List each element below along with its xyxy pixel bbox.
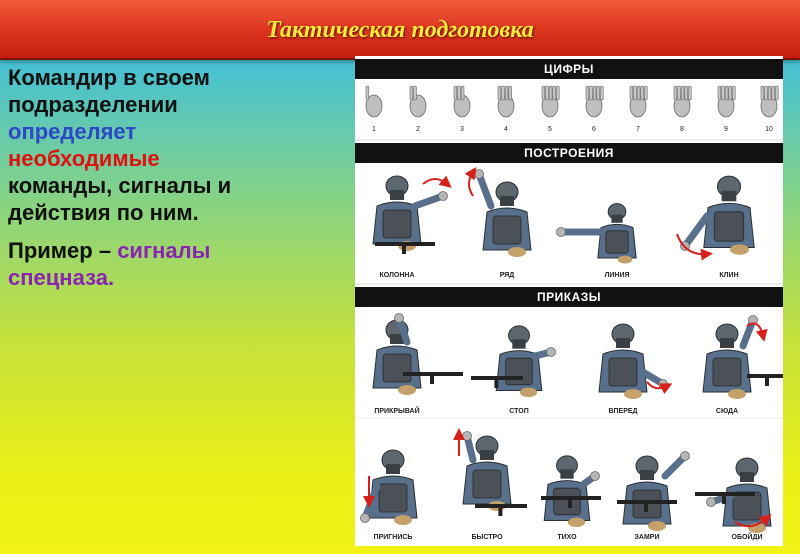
digits-label: 5 [548, 126, 552, 133]
finger-icon [634, 86, 637, 100]
liniya-face-icon [611, 215, 622, 223]
prignis-vest-icon [379, 484, 407, 512]
finger-icon [586, 86, 589, 100]
ryad-arm-icon [479, 174, 491, 206]
tikho-rifle-icon [541, 496, 601, 500]
vpered-vest-icon [609, 358, 637, 386]
vpered-pouch-icon [624, 389, 642, 399]
finger-icon [509, 86, 512, 100]
hand-signals-infographic [355, 56, 783, 546]
kolonna-rifle-mag-icon [402, 246, 406, 254]
klin-arm-icon [685, 216, 707, 246]
oboydi-rifle-icon [695, 492, 755, 496]
formations-label: ЛИНИЯ [604, 272, 630, 279]
finger-icon [644, 86, 647, 100]
tikho-pouch-icon [568, 518, 585, 528]
orders_row1-label: СТОП [509, 408, 529, 415]
stop-pouch-icon [520, 388, 537, 398]
finger-icon [553, 86, 556, 100]
bystro-vest-icon [473, 470, 501, 498]
oboydi-rifle-mag-icon [722, 496, 726, 504]
highlight-red: необходимые [8, 146, 160, 171]
formations-label: КЛИН [719, 272, 739, 279]
prikryvay-pouch-icon [398, 385, 416, 395]
bystro-rifle-icon [475, 504, 527, 508]
kolonna-vest-icon [383, 210, 411, 238]
section-header-orders: ПРИКАЗЫ [355, 287, 783, 307]
finger-icon [775, 86, 778, 100]
section-header-digits: ЦИФРЫ [355, 59, 783, 79]
stop-face-icon [512, 339, 525, 349]
tikho-face-icon [560, 469, 573, 479]
zamri-rifle-icon [617, 500, 677, 504]
bystro-glove-icon [463, 432, 472, 441]
prikryvay-vest-icon [383, 354, 411, 382]
slide-title: Тактическая подготовка [266, 17, 534, 43]
prignis-face-icon [386, 464, 400, 474]
digits-label: 3 [460, 126, 464, 133]
tikho-glove-icon [591, 472, 600, 481]
oboydi-vest-icon [733, 492, 761, 520]
digits-label: 10 [765, 126, 773, 133]
finger-icon [590, 86, 593, 100]
zamri-pouch-icon [648, 521, 666, 531]
finger-icon [768, 86, 771, 100]
section-header-formations: ПОСТРОЕНИЯ [355, 143, 783, 163]
zamri-rifle-mag-icon [644, 504, 648, 512]
syuda-rifle-mag-icon [765, 378, 769, 386]
prikryvay-rifle-mag-icon [430, 376, 434, 384]
text-line: Командир в своем [8, 65, 210, 90]
zamri-face-icon [640, 470, 654, 480]
paragraph-2 [8, 237, 338, 291]
finger-icon [725, 86, 728, 100]
finger-icon [502, 86, 505, 100]
formations-label: КОЛОННА [379, 272, 415, 279]
finger-icon [674, 86, 677, 100]
tikho-vest-icon [554, 488, 581, 515]
stop-glove-icon [547, 348, 556, 357]
finger-icon [761, 86, 764, 100]
kolonna-arrow-icon [423, 179, 447, 184]
stop-vest-icon [506, 358, 533, 385]
zamri-glove-icon [681, 452, 690, 461]
finger-icon [597, 86, 600, 100]
liniya-glove-icon [557, 228, 566, 237]
syuda-rifle-icon [747, 374, 783, 378]
oboydi-glove-icon [707, 498, 716, 507]
text-line: команды, сигналы и [8, 173, 232, 198]
digits-label: 1 [372, 126, 376, 133]
finger-icon [461, 86, 464, 100]
highlight-purple: спецназа. [8, 265, 115, 290]
digits-label: 2 [416, 126, 420, 133]
finger-icon [718, 86, 721, 100]
tikho-rifle-mag-icon [568, 500, 572, 508]
finger-icon [410, 86, 413, 100]
orders_row1-label: ПРИКРЫВАЙ [374, 408, 420, 415]
finger-icon [600, 86, 603, 100]
finger-icon [729, 86, 732, 100]
ryad-vest-icon [493, 216, 521, 244]
finger-icon [772, 86, 775, 100]
finger-icon [542, 86, 545, 100]
paragraph-1 [8, 64, 338, 226]
klin-face-icon [722, 191, 737, 202]
formations-label: РЯД [499, 272, 515, 279]
ryad-pouch-icon [508, 247, 526, 257]
klin-pouch-icon [730, 244, 749, 255]
liniya-pouch-icon [618, 256, 632, 264]
ryad-face-icon [500, 196, 514, 206]
finger-icon [556, 86, 559, 100]
finger-icon [637, 86, 640, 100]
syuda-face-icon [720, 338, 734, 348]
orders_row2-label: ПРИГНИСЬ [373, 534, 413, 541]
finger-icon [765, 86, 768, 100]
finger-icon [685, 86, 688, 100]
ryad-arrow-icon [469, 172, 473, 196]
finger-icon [458, 86, 461, 100]
bystro-rifle-mag-icon [498, 508, 502, 516]
finger-icon [454, 86, 457, 100]
ryad-glove-icon [475, 170, 484, 179]
finger-icon [681, 86, 684, 100]
finger-icon [678, 86, 681, 100]
syuda-vest-icon [713, 358, 741, 386]
highlight-purple: сигналы [117, 238, 211, 263]
finger-icon [549, 86, 552, 100]
klin-vest-icon [714, 212, 743, 241]
body-text [8, 64, 338, 302]
digits-label: 8 [680, 126, 684, 133]
title-bar [0, 0, 800, 60]
text-prefix: Пример – [8, 238, 118, 263]
vpered-face-icon [616, 338, 630, 348]
digits-label: 7 [636, 126, 640, 133]
finger-icon [688, 86, 691, 100]
prikryvay-glove-icon [395, 314, 404, 323]
finger-icon [722, 86, 725, 100]
finger-icon [366, 86, 369, 100]
finger-icon [414, 86, 417, 100]
orders_row1-label: ВПЕРЕД [608, 408, 638, 415]
orders_row1-label: СЮДА [715, 408, 739, 415]
orders_row2-label: ЗАМРИ [634, 534, 660, 541]
finger-icon [546, 86, 549, 100]
finger-icon [505, 86, 508, 100]
bystro-face-icon [480, 450, 494, 460]
digits-label: 6 [592, 126, 596, 133]
prignis-glove-icon [361, 514, 370, 523]
finger-icon [630, 86, 633, 100]
stop-rifle-icon [471, 376, 523, 380]
prignis-pouch-icon [394, 515, 412, 525]
finger-icon [498, 86, 501, 100]
orders_row2-label: БЫСТРО [471, 534, 503, 541]
finger-icon [641, 86, 644, 100]
finger-icon [732, 86, 735, 100]
liniya-vest-icon [606, 231, 628, 253]
kolonna-face-icon [390, 190, 404, 200]
orders_row2-label: ТИХО [557, 534, 577, 541]
kolonna-rifle-icon [375, 242, 435, 246]
oboydi-face-icon [740, 472, 754, 482]
orders_row2-label: ОБОЙДИ [731, 534, 763, 541]
stop-rifle-mag-icon [494, 380, 498, 388]
digits-label: 9 [724, 126, 728, 133]
syuda-pouch-icon [728, 389, 746, 399]
text-line: подразделении [8, 92, 178, 117]
finger-icon [593, 86, 596, 100]
highlight-blue: определяет [8, 119, 137, 144]
prikryvay-rifle-icon [403, 372, 463, 376]
kolonna-glove-icon [439, 192, 448, 201]
digits-label: 4 [504, 126, 508, 133]
text-line: действия по ним. [8, 200, 199, 225]
